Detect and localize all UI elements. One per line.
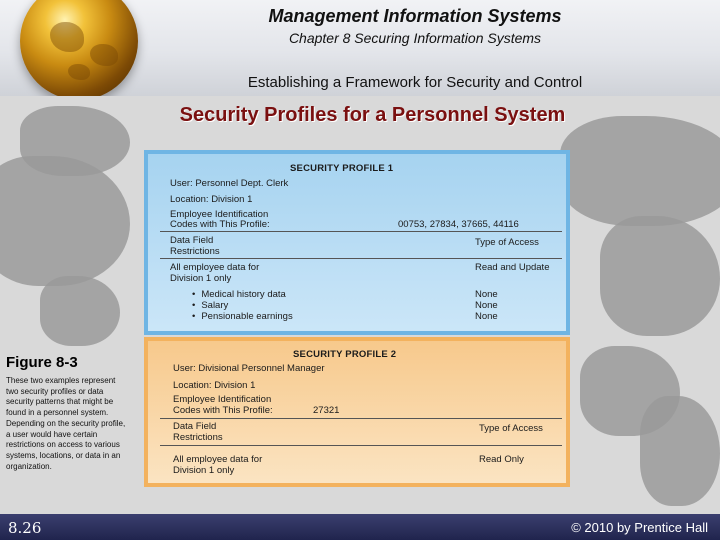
profile-location: Location: Division 1	[170, 194, 253, 205]
all-data-label: All employee data for	[170, 262, 260, 273]
globe-logo-icon	[20, 0, 138, 100]
slide-header	[0, 0, 720, 96]
divider	[160, 231, 562, 232]
type-of-access-header: Type of Access	[475, 237, 539, 248]
divider	[160, 418, 562, 419]
header-section: Establishing a Framework for Security and Control	[247, 74, 583, 91]
divider	[160, 258, 562, 259]
restricted-item-access: None	[475, 300, 498, 311]
profile-user: User: Divisional Personnel Manager	[173, 363, 325, 374]
profile-emp-id-label-2: Codes with This Profile:	[173, 405, 273, 416]
header-chapter: Chapter 8 Securing Information Systems	[288, 30, 542, 46]
slide-title: Security Profiles for a Personnel System	[179, 104, 566, 126]
divider	[160, 445, 562, 446]
figure-caption: These two examples represent two security profiles or data security patterns that might be found in a personnel system. Depending on the security profile, a user would have certain restrictions on access to various systems, locations, or data in an organization.	[6, 376, 126, 471]
profile-heading: SECURITY PROFILE 1	[290, 163, 394, 174]
page-number: 8.26	[8, 519, 42, 537]
figure-label: Figure 8-3	[6, 354, 78, 371]
restricted-item: • Pensionable earnings	[192, 311, 293, 322]
slide-footer	[0, 514, 720, 540]
profile-codes: 27321	[313, 405, 340, 416]
profile-emp-id-label: Employee Identification	[173, 394, 272, 405]
all-data-label-2: Division 1 only	[173, 465, 235, 476]
profile-location: Location: Division 1	[173, 380, 256, 391]
restricted-item-access: None	[475, 289, 498, 300]
profile-emp-id-label: Employee Identification	[170, 209, 269, 220]
restricted-item: • Salary	[192, 300, 228, 311]
data-field-label: Data Field	[173, 421, 217, 432]
data-field-label-2: Restrictions	[170, 246, 220, 257]
access-value: Read Only	[479, 454, 524, 465]
data-field-label-2: Restrictions	[173, 432, 223, 443]
profile-heading: SECURITY PROFILE 2	[293, 349, 397, 360]
profile-user: User: Personnel Dept. Clerk	[170, 178, 289, 189]
access-value: Read and Update	[475, 262, 550, 273]
profile-codes: 00753, 27834, 37665, 44116	[398, 219, 519, 230]
restricted-item: • Medical history data	[192, 289, 286, 300]
security-profile-2	[144, 337, 570, 487]
copyright-notice: © 2010 by Prentice Hall	[571, 520, 708, 535]
type-of-access-header: Type of Access	[479, 423, 543, 434]
data-field-label: Data Field	[170, 235, 214, 246]
profile-emp-id-label-2: Codes with This Profile:	[170, 219, 270, 230]
all-data-label-2: Division 1 only	[170, 273, 232, 284]
all-data-label: All employee data for	[173, 454, 263, 465]
restricted-item-access: None	[475, 311, 498, 322]
header-title: Management Information Systems	[268, 6, 562, 26]
security-profile-1	[144, 150, 570, 335]
